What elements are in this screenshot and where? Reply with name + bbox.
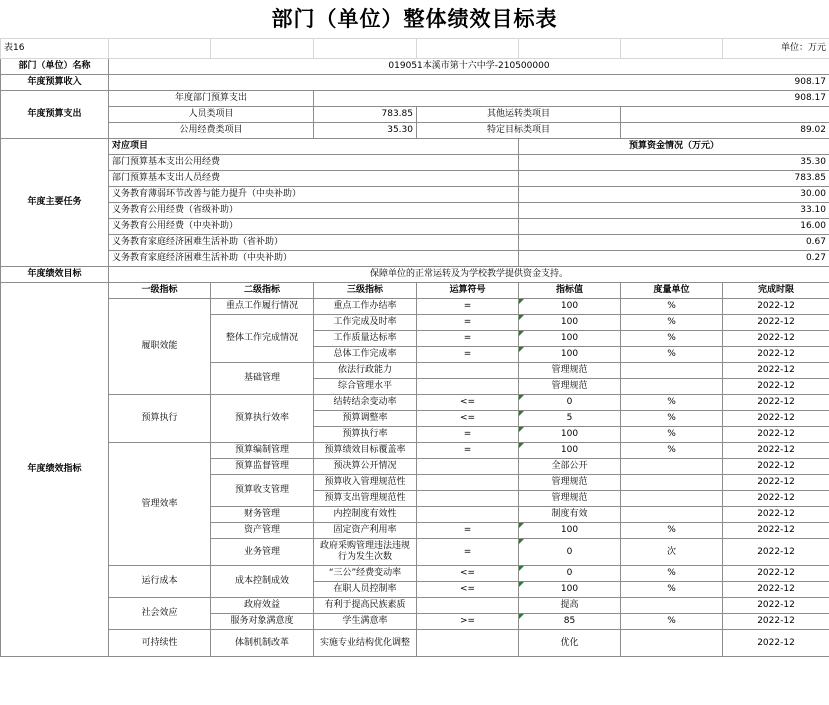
- task-row: [1, 235, 829, 251]
- target-value: 100: [519, 331, 621, 347]
- task-name: 部门预算基本支出公用经费: [109, 155, 519, 171]
- level2-indicator: 预算监督管理: [211, 459, 314, 475]
- level2-indicator: 业务管理: [211, 539, 314, 566]
- measure-unit: %: [621, 331, 723, 347]
- measure-unit: [621, 491, 723, 507]
- target-value: 100: [519, 523, 621, 539]
- operator: [417, 379, 519, 395]
- goal-text: 保障单位的正常运转及为学校教学提供资金支持。: [109, 267, 829, 283]
- task-amount: 33.10: [519, 203, 829, 219]
- target-value: 优化: [519, 630, 621, 657]
- level2-indicator: 体制机制改革: [211, 630, 314, 657]
- tasks-amount-header: 预算资金情况（万元）: [519, 139, 829, 155]
- deadline: 2022-12: [723, 523, 829, 539]
- level2-indicator: 预算执行效率: [211, 395, 314, 443]
- goal-label: 年度绩效目标: [1, 267, 109, 283]
- tasks-item-header: 对应项目: [109, 139, 519, 155]
- target-value: 85: [519, 614, 621, 630]
- table-number: 表16: [1, 39, 109, 59]
- operator: =: [417, 539, 519, 566]
- indicator-row: [1, 395, 829, 411]
- target-value: 0: [519, 395, 621, 411]
- operator: =: [417, 427, 519, 443]
- operator: =: [417, 523, 519, 539]
- measure-unit: %: [621, 299, 723, 315]
- deadline: 2022-12: [723, 363, 829, 379]
- task-row: [1, 203, 829, 219]
- task-row: [1, 155, 829, 171]
- goal-row: [1, 267, 829, 283]
- operator: =: [417, 331, 519, 347]
- level2-indicator: 重点工作履行情况: [211, 299, 314, 315]
- measure-unit: %: [621, 582, 723, 598]
- operator: [417, 598, 519, 614]
- indicator-row: [1, 566, 829, 582]
- level3-indicator: 预算绩效目标覆盖率: [314, 443, 417, 459]
- measure-unit: [621, 507, 723, 523]
- operator: <=: [417, 411, 519, 427]
- operator: [417, 630, 519, 657]
- operator: =: [417, 443, 519, 459]
- deadline: 2022-12: [723, 582, 829, 598]
- special-label: 特定目标类项目: [417, 123, 621, 139]
- level1-indicator: 管理效率: [109, 443, 211, 566]
- task-amount: 35.30: [519, 155, 829, 171]
- target-value: 管理规范: [519, 475, 621, 491]
- target-value: 管理规范: [519, 491, 621, 507]
- special-value: 89.02: [621, 123, 829, 139]
- task-amount: 0.27: [519, 251, 829, 267]
- tasks-header-row: [1, 139, 829, 155]
- task-name: 义务教育公用经费（中央补助）: [109, 219, 519, 235]
- level3-indicator: 在职人员控制率: [314, 582, 417, 598]
- level3-indicator: 重点工作办结率: [314, 299, 417, 315]
- level1-indicator: 履职效能: [109, 299, 211, 395]
- target-value: 5: [519, 411, 621, 427]
- operator: [417, 475, 519, 491]
- level2-indicator: 资产管理: [211, 523, 314, 539]
- level3-indicator: 预算执行率: [314, 427, 417, 443]
- operator: [417, 507, 519, 523]
- income-row: [1, 75, 829, 91]
- task-row: [1, 187, 829, 203]
- target-value: 100: [519, 427, 621, 443]
- operator: =: [417, 315, 519, 331]
- target-value: 100: [519, 582, 621, 598]
- level3-indicator: 预算调整率: [314, 411, 417, 427]
- operator: <=: [417, 582, 519, 598]
- task-name: 义务教育公用经费（省级补助）: [109, 203, 519, 219]
- level3-indicator: 综合管理水平: [314, 379, 417, 395]
- col-header: 二级指标: [211, 283, 314, 299]
- level3-indicator: 政府采购管理违法违规行为发生次数: [314, 539, 417, 566]
- other-value: [621, 107, 829, 123]
- expense-row: [1, 91, 829, 107]
- task-amount: 783.85: [519, 171, 829, 187]
- indicator-row: [1, 598, 829, 614]
- indicator-row: [1, 443, 829, 459]
- level3-indicator: 依法行政能力: [314, 363, 417, 379]
- task-amount: 0.67: [519, 235, 829, 251]
- level3-indicator: 有利于提高民族素质: [314, 598, 417, 614]
- level1-indicator: 可持续性: [109, 630, 211, 657]
- personnel-label: 人员类项目: [109, 107, 314, 123]
- deadline: 2022-12: [723, 411, 829, 427]
- header-row: [1, 39, 829, 59]
- target-value: 0: [519, 539, 621, 566]
- dept-expense-value: 908.17: [314, 91, 829, 107]
- task-row: [1, 251, 829, 267]
- col-header: 指标值: [519, 283, 621, 299]
- deadline: 2022-12: [723, 459, 829, 475]
- deadline: 2022-12: [723, 507, 829, 523]
- deadline: 2022-12: [723, 539, 829, 566]
- unit-label: 单位：万元: [723, 39, 829, 59]
- deadline: 2022-12: [723, 598, 829, 614]
- task-name: 义务教育薄弱环节改善与能力提升（中央补助）: [109, 187, 519, 203]
- operator: =: [417, 299, 519, 315]
- deadline: 2022-12: [723, 299, 829, 315]
- measure-unit: 次: [621, 539, 723, 566]
- col-header: 度量单位: [621, 283, 723, 299]
- measure-unit: [621, 598, 723, 614]
- page-title: 部门（单位）整体绩效目标表: [271, 7, 558, 31]
- indicator-header-row: [1, 283, 829, 299]
- deadline: 2022-12: [723, 443, 829, 459]
- task-amount: 16.00: [519, 219, 829, 235]
- deadline: 2022-12: [723, 475, 829, 491]
- deadline: 2022-12: [723, 427, 829, 443]
- target-value: 100: [519, 315, 621, 331]
- level3-indicator: 内控制度有效性: [314, 507, 417, 523]
- level3-indicator: 工作质量达标率: [314, 331, 417, 347]
- measure-unit: [621, 459, 723, 475]
- level3-indicator: 结转结余变动率: [314, 395, 417, 411]
- level2-indicator: 财务管理: [211, 507, 314, 523]
- col-header: 一级指标: [109, 283, 211, 299]
- target-value: 管理规范: [519, 379, 621, 395]
- public-label: 公用经费类项目: [109, 123, 314, 139]
- level3-indicator: 工作完成及时率: [314, 315, 417, 331]
- target-value: 100: [519, 443, 621, 459]
- task-name: 义务教育家庭经济困难生活补助（省补助）: [109, 235, 519, 251]
- dept-label: 部门（单位）名称: [1, 59, 109, 75]
- expense-row: [1, 123, 829, 139]
- other-label: 其他运转类项目: [417, 107, 621, 123]
- operator: [417, 459, 519, 475]
- dept-name: 019051本溪市第十六中学-210500000: [109, 59, 829, 75]
- operator: <=: [417, 395, 519, 411]
- level3-indicator: 固定资产利用率: [314, 523, 417, 539]
- income-label: 年度预算收入: [1, 75, 109, 91]
- level3-indicator: 预算收入管理规范性: [314, 475, 417, 491]
- deadline: 2022-12: [723, 379, 829, 395]
- deadline: 2022-12: [723, 331, 829, 347]
- task-amount: 30.00: [519, 187, 829, 203]
- dept-expense-label: 年度部门预算支出: [109, 91, 314, 107]
- level1-indicator: 运行成本: [109, 566, 211, 598]
- target-value: 制度有效: [519, 507, 621, 523]
- level1-indicator: 社会效应: [109, 598, 211, 630]
- performance-table: [0, 38, 829, 657]
- indicators-label: 年度绩效指标: [1, 283, 109, 657]
- public-value: 35.30: [314, 123, 417, 139]
- expense-label: 年度预算支出: [1, 91, 109, 139]
- measure-unit: %: [621, 427, 723, 443]
- measure-unit: %: [621, 443, 723, 459]
- deadline: 2022-12: [723, 347, 829, 363]
- level2-indicator: 预算编制管理: [211, 443, 314, 459]
- level2-indicator: 预算收支管理: [211, 475, 314, 507]
- target-value: 100: [519, 299, 621, 315]
- target-value: 管理规范: [519, 363, 621, 379]
- task-row: [1, 219, 829, 235]
- operator: >=: [417, 614, 519, 630]
- deadline: 2022-12: [723, 491, 829, 507]
- deadline: 2022-12: [723, 630, 829, 657]
- deadline: 2022-12: [723, 395, 829, 411]
- indicator-row: [1, 299, 829, 315]
- measure-unit: [621, 363, 723, 379]
- target-value: 100: [519, 347, 621, 363]
- level2-indicator: 成本控制成效: [211, 566, 314, 598]
- operator: [417, 491, 519, 507]
- task-row: [1, 171, 829, 187]
- deadline: 2022-12: [723, 566, 829, 582]
- level3-indicator: 预决算公开情况: [314, 459, 417, 475]
- col-header: 三级指标: [314, 283, 417, 299]
- measure-unit: [621, 379, 723, 395]
- income-value: 908.17: [109, 75, 829, 91]
- deadline: 2022-12: [723, 614, 829, 630]
- level3-indicator: “三公”经费变动率: [314, 566, 417, 582]
- expense-row: [1, 107, 829, 123]
- level2-indicator: 服务对象满意度: [211, 614, 314, 630]
- measure-unit: [621, 475, 723, 491]
- level2-indicator: 基础管理: [211, 363, 314, 395]
- target-value: 提高: [519, 598, 621, 614]
- measure-unit: %: [621, 315, 723, 331]
- indicator-row: [1, 630, 829, 657]
- dept-row: [1, 59, 829, 75]
- operator: <=: [417, 566, 519, 582]
- level1-indicator: 预算执行: [109, 395, 211, 443]
- target-value: 全部公开: [519, 459, 621, 475]
- measure-unit: %: [621, 523, 723, 539]
- level3-indicator: 实施专业结构优化调整: [314, 630, 417, 657]
- operator: =: [417, 347, 519, 363]
- target-value: 0: [519, 566, 621, 582]
- col-header: 完成时限: [723, 283, 829, 299]
- level2-indicator: 整体工作完成情况: [211, 315, 314, 363]
- measure-unit: %: [621, 614, 723, 630]
- col-header: 运算符号: [417, 283, 519, 299]
- measure-unit: %: [621, 566, 723, 582]
- level2-indicator: 政府效益: [211, 598, 314, 614]
- measure-unit: [621, 630, 723, 657]
- measure-unit: %: [621, 395, 723, 411]
- task-name: 部门预算基本支出人员经费: [109, 171, 519, 187]
- level3-indicator: 预算支出管理规范性: [314, 491, 417, 507]
- measure-unit: %: [621, 347, 723, 363]
- personnel-value: 783.85: [314, 107, 417, 123]
- level3-indicator: 学生满意率: [314, 614, 417, 630]
- level3-indicator: 总体工作完成率: [314, 347, 417, 363]
- measure-unit: %: [621, 411, 723, 427]
- deadline: 2022-12: [723, 315, 829, 331]
- task-name: 义务教育家庭经济困难生活补助（中央补助）: [109, 251, 519, 267]
- operator: [417, 363, 519, 379]
- tasks-label: 年度主要任务: [1, 139, 109, 267]
